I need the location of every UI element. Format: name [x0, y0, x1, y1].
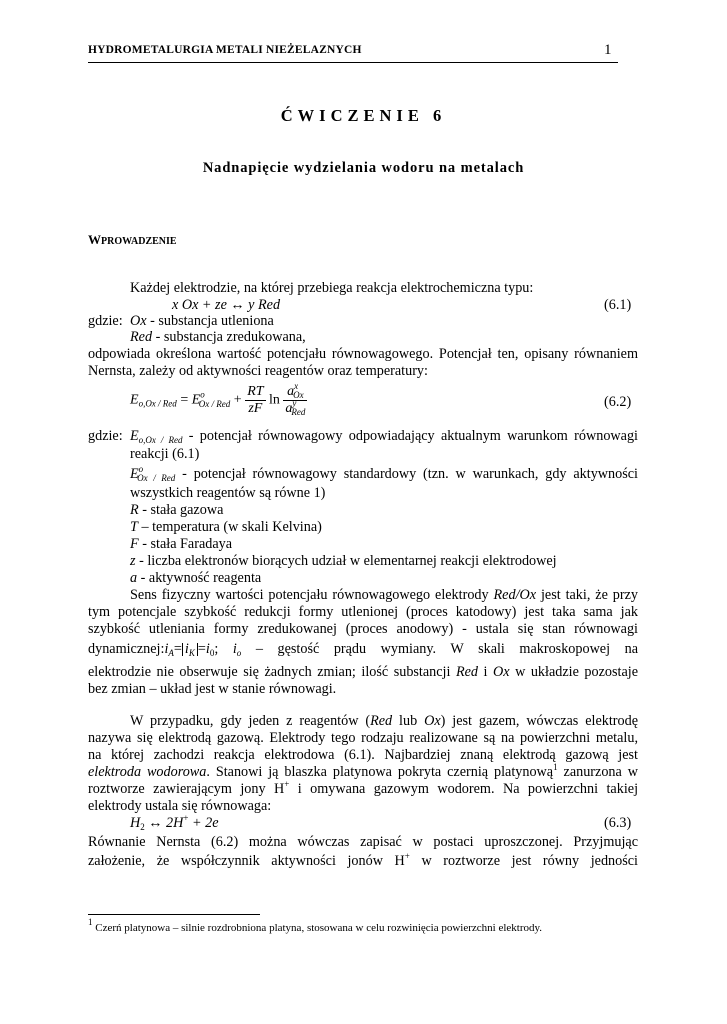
p1-line-5: odpowiada określona wartość potencjału równowagowego. Potencjał ten, opisany równaniem — [88, 346, 638, 362]
p3-l1e: ) jest gazem, wówczas elektrodę — [440, 713, 638, 729]
eq2-rt: RT — [247, 384, 264, 399]
eq2-a-ox: a — [287, 384, 295, 399]
definition-f — [130, 536, 232, 553]
running-header: HYDROMETALURGIA METALI NIEŻELAZNYCH — [88, 44, 362, 56]
eq2-plus: + — [233, 392, 242, 408]
p2-eq-sign-2: = — [197, 641, 206, 657]
definition-red-text: - substancja zredukowana, — [152, 329, 306, 345]
p2-i-a: i — [164, 641, 169, 657]
p3-l5b: i omywana gazowym wodorem. Na powierzchni takiej — [289, 781, 639, 797]
definition-red: Red - substancja zredukowana, — [130, 329, 306, 345]
page-title: ĆWICZENIE 6 — [280, 106, 447, 125]
p2-line-1 — [130, 587, 638, 604]
p2-l1a: Sens fizyczny wartości potencjału równowagowego elektrody — [130, 587, 494, 603]
p2-line-3: szybkość utleniania formy zredukowanej (proces anodowy) - ustala się stan równowagi — [88, 621, 638, 637]
eq1-text: x Ox + ze ↔ y Red — [172, 297, 281, 313]
eq3-arrow: ↔ — [148, 815, 163, 831]
eq2-a-red-sup: y — [292, 398, 297, 408]
eq3-h-sub: 2 — [140, 822, 145, 832]
definition-e — [130, 428, 638, 445]
eq3-2h: 2H — [166, 815, 184, 831]
p2-i-k: i — [184, 641, 189, 657]
equation-6-1 — [172, 297, 280, 314]
def-z-text: - liczba elektronów biorących udział w elementarnej reakcji elektrodowej — [135, 553, 557, 569]
def-a-symbol: a — [130, 570, 138, 586]
def-t-symbol: T — [130, 519, 138, 535]
equation-number-6-3: (6.3) — [604, 815, 632, 831]
section-heading-initial: W — [88, 232, 101, 247]
eq2-a-ox-sup: x — [294, 381, 299, 391]
def-a-text: - aktywność reagenta — [137, 570, 262, 586]
footnote-rule — [88, 914, 260, 915]
p3-l4c: zanurzona w — [557, 764, 638, 780]
def-t-text: – temperatura (w skali Kelvina) — [137, 519, 322, 535]
eq2-a-red-sub: Red — [291, 407, 306, 417]
footnote-mark: 1 — [88, 917, 93, 927]
page-subtitle: Nadnapięcie wydzielania wodoru na metalach — [202, 160, 525, 176]
p3-l1c: lub — [392, 713, 425, 729]
def-r-symbol: R — [130, 502, 139, 518]
definition-a — [130, 570, 261, 587]
eq3-rest: + 2e — [188, 815, 219, 831]
def-f-symbol: F — [130, 536, 139, 552]
p2-l4b: ; — [214, 641, 233, 657]
p2-l4c: – gęstość prądu wymiany. W skali makroskopowej na — [241, 641, 638, 657]
page-number: 1 — [604, 42, 612, 58]
p2-eq-sign-1: = — [173, 641, 182, 657]
eq2-e0-sub: Ox / Red — [198, 398, 231, 409]
definition-e-cont: reakcji (6.1) — [130, 446, 200, 462]
def-e0-sup: o — [138, 464, 144, 474]
eq2-lhs: E — [130, 392, 139, 408]
eq3-sup: + — [183, 813, 189, 823]
def-e0-text: - potencjał równowagowy standardowy (tzn. w warunkach, gdy aktywności — [175, 466, 638, 482]
eq2-zf: zF — [248, 401, 263, 416]
p2-l1c: jest taki, że przy — [536, 587, 639, 603]
p2-l1b: Red/Ox — [493, 587, 537, 603]
where-label-2: gdzie: — [88, 428, 123, 444]
p3-l4a: elektroda wodorowa — [88, 764, 207, 780]
eq2-e0-sup: o — [200, 389, 205, 400]
eq2-a-red: a — [285, 401, 293, 416]
eq2-activity-ratio — [283, 381, 307, 417]
p2-io-sub: o — [236, 648, 242, 658]
footnote — [88, 917, 543, 934]
p3-l9sup: + — [404, 851, 410, 861]
equation-number-6-2: (6.2) — [604, 394, 632, 410]
def-e0-sub: Ox / Red — [137, 473, 176, 483]
p3-l1d: Ox — [424, 713, 441, 729]
p3-l9b: w roztworze jest równy jedności — [409, 853, 638, 869]
p2-line-5 — [88, 664, 638, 681]
definition-ox-text: - substancja utleniona — [146, 313, 274, 329]
p2-io: i — [232, 641, 237, 657]
p3-line-5 — [88, 781, 638, 798]
p2-l5a: elektrodzie nie obserwuje się żadnych zmian; ilość substancji — [88, 664, 456, 680]
def-f-text: - stała Faradaya — [138, 536, 233, 552]
p2-l5c: i — [478, 664, 494, 680]
p2-i-0: i — [205, 641, 210, 657]
p3-line-3: na której zachodzi reakcja elektrodowa (6.1). Najbardziej znaną elektrodą gazową jest — [88, 747, 638, 763]
def-e0-symbol: E — [130, 466, 139, 482]
eq2-rt-over-zf — [245, 384, 265, 417]
footnote-text: Czerń platynowa – silnie rozdrobniona platyna, stosowana w celu rozwinięcia powierzchni elektrody. — [92, 922, 543, 934]
eq2-equals: = — [180, 392, 189, 408]
p2-l5b: Red — [455, 664, 479, 680]
p3-line-9 — [88, 853, 638, 870]
p2-line-6: bez zmian – układ jest w stanie równowagi. — [88, 681, 337, 697]
p3-l9a: założenie, że współczynnik aktywności jonów H — [88, 853, 405, 869]
eq2-lhs-sub: o,Ox / Red — [138, 398, 177, 409]
section-heading-rest: PROWADZENIE — [101, 236, 177, 247]
definition-r — [130, 502, 223, 519]
p2-i-k-sub: K — [188, 648, 195, 658]
p3-l1a: W przypadku, gdy jeden z reagentów ( — [130, 713, 371, 729]
p2-i-a-sub: A — [168, 648, 174, 658]
def-e-text: - potencjał równowagowy odpowiadający aktualnym warunkom równowagi — [182, 428, 638, 444]
def-e-sub: o,Ox / Red — [138, 435, 183, 445]
p3-l5sup: + — [284, 779, 290, 789]
p2-line-4 — [88, 641, 638, 658]
eq2-ln: ln — [269, 392, 280, 408]
p1-line-6: Nernsta, zależy od aktywności reagentów oraz temperatury: — [88, 363, 428, 379]
p2-l4a: dynamicznej: — [88, 641, 165, 657]
definition-e0 — [130, 466, 638, 483]
def-e-symbol: E — [130, 428, 139, 444]
p2-l5e: w układzie pozostaje — [509, 664, 638, 680]
definition-ox: Ox - substancja utleniona — [130, 313, 274, 329]
header-rule — [88, 62, 618, 63]
p3-l4b: . Stanowi ją blaszka platynowa pokryta czernią platynową — [206, 764, 554, 780]
definition-t — [130, 519, 322, 536]
equation-number-6-1: (6.1) — [604, 297, 632, 313]
definition-e0-cont: wszystkich reagentów są równe 1) — [130, 485, 326, 501]
eq2-a-ox-sub: Ox — [293, 390, 304, 400]
p3-l5a: roztworze zawierającym jony H — [88, 781, 285, 797]
p2-abs-ik — [182, 643, 198, 656]
p2-i-0-sub: 0 — [209, 648, 215, 658]
footnote-ref-1: 1 — [553, 762, 558, 772]
definition-z — [130, 553, 557, 570]
equation-6-3 — [130, 815, 219, 832]
section-heading — [88, 232, 177, 248]
p3-line-2: nazywa się elektrodą gazową. Elektrody tego rodzaju realizowane są na powierzchni metalu, — [88, 730, 638, 746]
p3-l1b: Red — [370, 713, 393, 729]
p3-line-6: elektrody ustala się równowaga: — [88, 798, 272, 814]
equation-6-2 — [130, 381, 307, 417]
def-r-text: - stała gazowa — [138, 502, 224, 518]
p3-line-1 — [130, 713, 638, 730]
p2-l5d: Ox — [493, 664, 510, 680]
def-z-symbol: z — [130, 553, 136, 569]
where-label-1: gdzie: — [88, 313, 123, 329]
p3-line-8: Równanie Nernsta (6.2) można wówczas zapisać w postaci uproszczonej. Przyjmując — [88, 834, 638, 850]
p2-line-2: tym potencjale szybkość redukcji formy utlenionej (proces katodowy) jest taka sama jak — [88, 604, 638, 620]
p1-line-1: Każdej elektrodzie, na której przebiega reakcja elektrochemiczna typu: — [130, 280, 534, 296]
eq2-e0: E — [191, 392, 201, 408]
eq3-h: H — [130, 815, 141, 831]
p3-line-4 — [88, 764, 638, 781]
